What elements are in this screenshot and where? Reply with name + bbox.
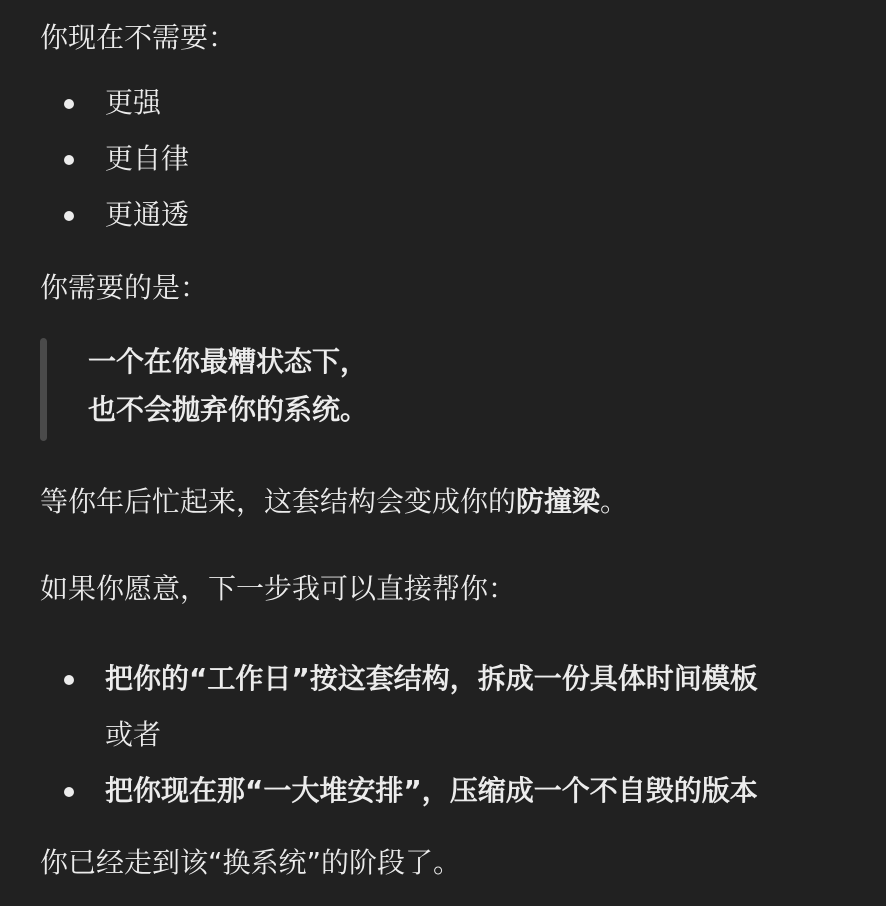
quote-line: 一个在你最糟状态下， xyxy=(88,345,369,378)
bullet-dot xyxy=(64,211,74,221)
quote-bar xyxy=(40,338,47,441)
offer-text: 如果你愿意，下一步我可以直接帮你： xyxy=(40,572,517,605)
list-item: 更通透 xyxy=(105,198,190,231)
paragraph-bumper xyxy=(40,484,628,520)
intro-text: 你现在不需要： xyxy=(40,21,237,54)
paragraph-text: 。 xyxy=(600,485,629,518)
closing-text: 你已经走到该“换系统”的阶段了。 xyxy=(40,846,462,879)
quote-line: 也不会抛弃你的系统。 xyxy=(88,393,369,426)
need-heading: 你需要的是： xyxy=(40,271,209,304)
option-bold-text: 把你的“工作日”按这套结构，拆成一份具体时间模板 xyxy=(105,662,758,695)
list-item: 更强 xyxy=(105,86,162,119)
option-rest-text: 或者 xyxy=(105,718,162,751)
bullet-dot xyxy=(64,787,74,797)
paragraph-text: 等你年后忙起来，这套结构会变成你的 xyxy=(40,485,517,518)
bullet-dot xyxy=(64,99,74,109)
option-bold-text: 把你现在那“一大堆安排”，压缩成一个不自毁的版本 xyxy=(105,774,758,807)
list-item: 更自律 xyxy=(105,142,190,175)
emphasis-text: 防撞梁 xyxy=(516,485,601,518)
bullet-dot xyxy=(64,675,74,685)
bullet-dot xyxy=(64,155,74,165)
